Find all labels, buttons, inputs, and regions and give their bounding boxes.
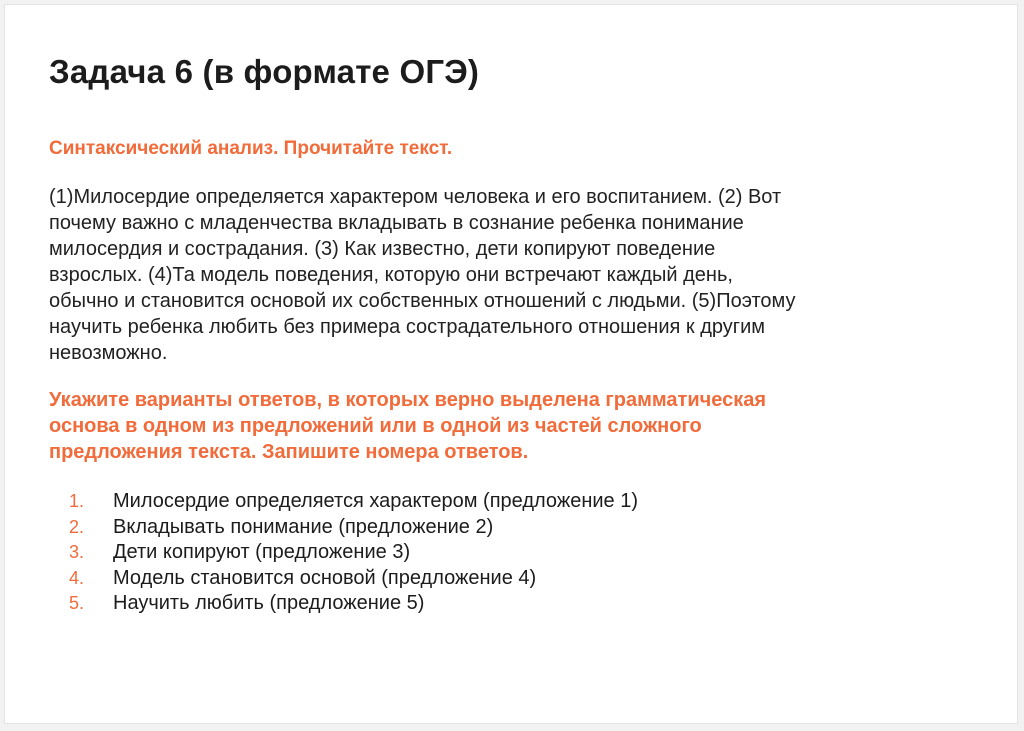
answer-option: [69, 489, 638, 515]
passage-line: (1)Милосердие определяется характером человека и его воспитанием. (2) Вот: [49, 186, 782, 208]
option-text: Дети копируют (предложение 3): [113, 541, 411, 563]
passage-line: взрослых. (4)Та модель поведения, которую они встречают каждый день,: [49, 264, 733, 286]
option-text: Научить любить (предложение 5): [113, 592, 425, 614]
option-text: Модель становится основой (предложение 4): [113, 566, 537, 589]
passage-line: почему важно с младенчества вкладывать в сознание ребенка понимание: [49, 212, 744, 234]
option-number: 1.: [69, 491, 85, 511]
slide-title: Задача 6 (в формате ОГЭ): [49, 53, 480, 90]
option-text: Вкладывать понимание (предложение 2): [113, 515, 494, 538]
slide: [4, 4, 1018, 724]
answer-option: [69, 591, 638, 617]
passage-line: обычно и становится основой их собственных отношений с людьми. (5)Поэтому: [49, 290, 796, 312]
task-instructions: [49, 387, 989, 465]
answer-options-list: [69, 489, 638, 617]
task-line: Укажите варианты ответов, в которых верно выделена грамматическая: [49, 389, 767, 411]
passage-line: милосердия и сострадания. (3) Как известно, дети копируют поведение: [49, 238, 716, 260]
option-text: Милосердие определяется характером (предложение 1): [113, 490, 638, 512]
option-number: 4.: [69, 567, 85, 588]
option-number: 5.: [69, 593, 85, 613]
passage-text: [49, 184, 989, 366]
task-line: основа в одном из предложений или в одной из частей сложного: [49, 415, 702, 437]
option-number: 2.: [69, 516, 85, 537]
slide-subtitle: Синтаксический анализ. Прочитайте текст.: [49, 138, 453, 159]
passage-line: невозможно.: [49, 342, 168, 364]
answer-option: [69, 566, 638, 592]
task-line: предложения текста. Запишите номера ответов.: [49, 441, 529, 463]
passage-line: научить ребенка любить без примера сострадательного отношения к другим: [49, 316, 766, 338]
answer-option: [69, 515, 638, 541]
option-number: 3.: [69, 542, 85, 562]
answer-option: [69, 540, 638, 566]
